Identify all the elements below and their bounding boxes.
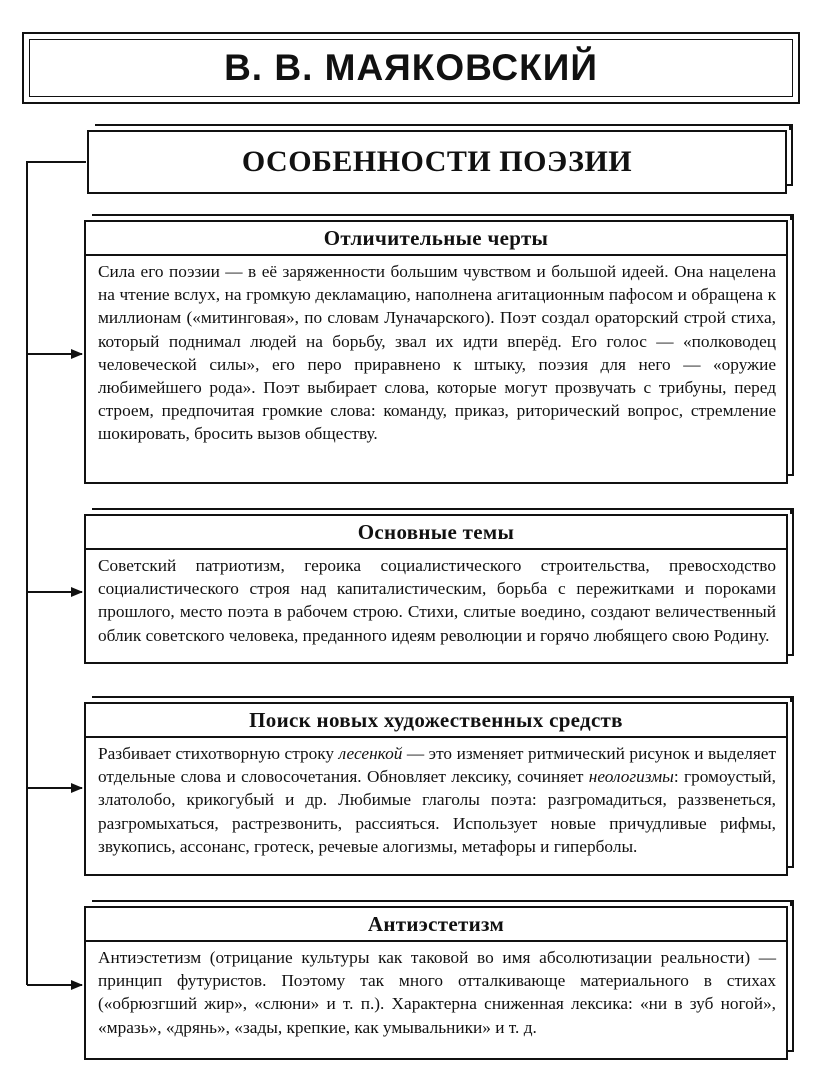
card-anti-aestheticism: [84, 906, 788, 1060]
card-new-artistic-means: [84, 702, 788, 876]
card-main-themes: [84, 514, 788, 664]
title-frame: [22, 32, 800, 104]
text-fragment: Разбивает стихотворную строку: [98, 744, 339, 763]
card-text: Советский патриотизм, героика социалистического строительства, превосходство социалистического строя над капиталистическим, борьба с пережитками и пороками прошлого, место поэта в рабочем строю. Стихи, слитые воедино, создают величественный облик советского человека, преданного идеям революции и горячо любящего свою Родину.: [98, 556, 776, 645]
card-heading: Поиск новых художественных средств: [86, 704, 786, 738]
emphasis-term: неологизмы: [588, 767, 674, 787]
emphasis-term: лесенкой: [338, 744, 403, 763]
card-text: [86, 738, 786, 862]
text-fragment: — это изменяет ритмический рисунок и выделяет отдельные слова и словосочетания. Обновляет лексику, сочиняет: [98, 744, 776, 787]
subtitle-box: ОСОБЕННОСТИ ПОЭЗИИ: [87, 130, 787, 194]
card-distinctive-features: [84, 220, 788, 484]
card-text: Антиэстетизм (отрицание культуры как таковой во имя абсолютизации реальности) — принцип футуристов. Поэтому так много отталкивающе материального в стихах («обрюзгший жир», «слюни» и т. п.). Характерна сниженная лексика: «ни в зуб ногой», «мразь», «дрянь», «зады, крепкие, как умывальники» и т. д.: [98, 948, 776, 1037]
connector-trunk: [27, 162, 86, 985]
card-text: Сила его поэзии — в её заряженности большим чувством и большой идеей. Она нацелена на чтение вслух, на громкую декламацию, наполнена агитационным пафосом и обращена к миллионам («митинговая», по словам Луначарского). Поэт создал ораторский строй стиха, который поднимал людей на борьбу, звал их идти вперёд. Его голос — «полководец человеческой силы», его перо приравнено к штыку, поэзия для него — «оружие любимейшего рода». Поэт выбирает слова, которые могут прозвучать с трибуны, перед строем, предпочитая громкие слова: команду, приказ, риторический вопрос, стремление шокировать, бросить вызов обществу.: [98, 262, 776, 444]
page-title: В. В. МАЯКОВСКИЙ: [29, 39, 793, 97]
text-fragment: : громоустый, златолобо, крикогубый и др. Любимые глаголы поэта: разгромадиться, раззвенеться, разгромыхаться, растрезвонить, рассияться. Использует новые причудливые рифмы, звукопись, ассонанс, гротеск, речевые алогизмы, метафоры и гиперболы.: [98, 767, 777, 856]
card-heading: Антиэстетизм: [86, 908, 786, 942]
card-heading: Основные темы: [86, 516, 786, 550]
card-heading: Отличительные черты: [86, 222, 786, 256]
